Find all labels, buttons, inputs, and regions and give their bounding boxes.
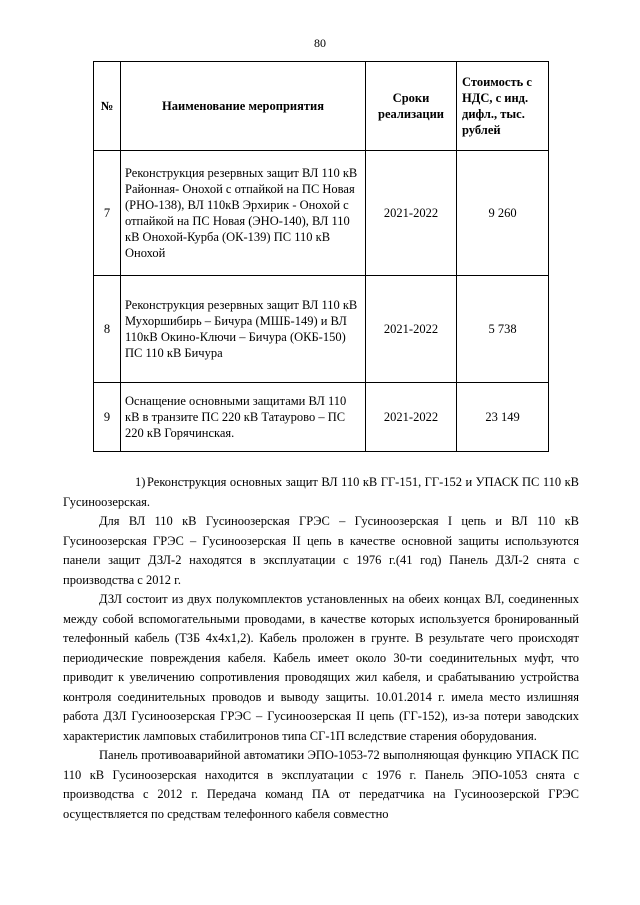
paragraph: ДЗЛ состоит из двух полукомплектов установленных на обеих концах ВЛ, соединенных между собой вспомогательными проводами, в качестве которых используется бронированный телефонный кабель (ТЗБ 4х4х1,2). Кабель проложен в грунте. В результате чего происходят периодические повреждения кабеля. Кабель имеет около 30-ти соединительных муфт, что приводит к увеличению сопротивления проводящих жил кабеля, и срабатыванию устройства контроля соединительных проводов и выводу защиты. 10.01.2014 г. имела место излишняя работа ДЗЛ Гусиноозерская ГРЭС – Гусиноозерская II цепь (ГГ-152), из-за потери заводских характеристик ламповых стабилитронов типа СГ-1П вследствие старения оборудования. bbox=[63, 592, 579, 743]
row-name: Реконструкция резервных защит ВЛ 110 кВ Районная- Онохой с отпайкой на ПС Новая (РНО-138), ВЛ 110кВ Эрхирик - Онохой с отпайкой на ПС Новая (ЭНО-140), ВЛ 110 кВ Онохой-Курба (ОК-139) ПС 110 кВ Онохой bbox=[121, 151, 366, 276]
header-term: Сроки реализации bbox=[366, 62, 457, 151]
row-term: 2021-2022 bbox=[366, 276, 457, 383]
page-number: 80 bbox=[314, 36, 326, 50]
row-term: 2021-2022 bbox=[366, 151, 457, 276]
row-name: Реконструкция резервных защит ВЛ 110 кВ Мухоршибирь – Бичура (МШБ-149) и ВЛ 110кВ Окино-Ключи – Бичура (ОКБ-150) ПС 110 кВ Бичура bbox=[121, 276, 366, 383]
table-row bbox=[94, 276, 549, 383]
header-cost: Стоимость с НДС, с инд. дифл., тыс. рублей bbox=[457, 62, 549, 151]
document-body bbox=[63, 473, 579, 824]
table-row bbox=[94, 151, 549, 276]
row-cost: 9 260 bbox=[457, 151, 549, 276]
row-number: 7 bbox=[94, 151, 121, 276]
row-number: 8 bbox=[94, 276, 121, 383]
paragraph: Панель противоаварийной автоматики ЭПО-1053-72 выполняющая функцию УПАСК ПС 110 кВ Гусиноозерская находится в эксплуатации с 1976 г. Панель ЭПО-1053 снята с производства с 2012 г. Передача команд ПА от передатчика на Гусиноозерской ГРЭС осуществляется по средствам телефонного кабеля совместно bbox=[63, 748, 579, 821]
row-cost: 5 738 bbox=[457, 276, 549, 383]
measures-table bbox=[93, 61, 549, 452]
list-item-number: 1) bbox=[135, 475, 146, 489]
list-item-text: Реконструкция основных защит ВЛ 110 кВ ГГ-151, ГГ-152 и УПАСК ПС 110 кВ Гусиноозерская. bbox=[63, 475, 579, 509]
list-item bbox=[63, 473, 579, 512]
header-name: Наименование мероприятия bbox=[121, 62, 366, 151]
row-number: 9 bbox=[94, 383, 121, 452]
header-number: № bbox=[94, 62, 121, 151]
row-name: Оснащение основными защитами ВЛ 110 кВ в транзите ПС 220 кВ Татаурово – ПС 220 кВ Горячинская. bbox=[121, 383, 366, 452]
table-row bbox=[94, 383, 549, 452]
row-cost: 23 149 bbox=[457, 383, 549, 452]
table-header-row bbox=[94, 62, 549, 151]
paragraph: Для ВЛ 110 кВ Гусиноозерская ГРЭС – Гусиноозерская I цепь и ВЛ 110 кВ Гусиноозерская ГРЭС – Гусиноозерская II цепь в качестве основной защиты используются панели защит ДЗЛ-2 находятся в эксплуатации с 1976 г.(41 год) Панель ДЗЛ-2 снята с производства с 2012 г. bbox=[63, 514, 579, 587]
row-term: 2021-2022 bbox=[366, 383, 457, 452]
